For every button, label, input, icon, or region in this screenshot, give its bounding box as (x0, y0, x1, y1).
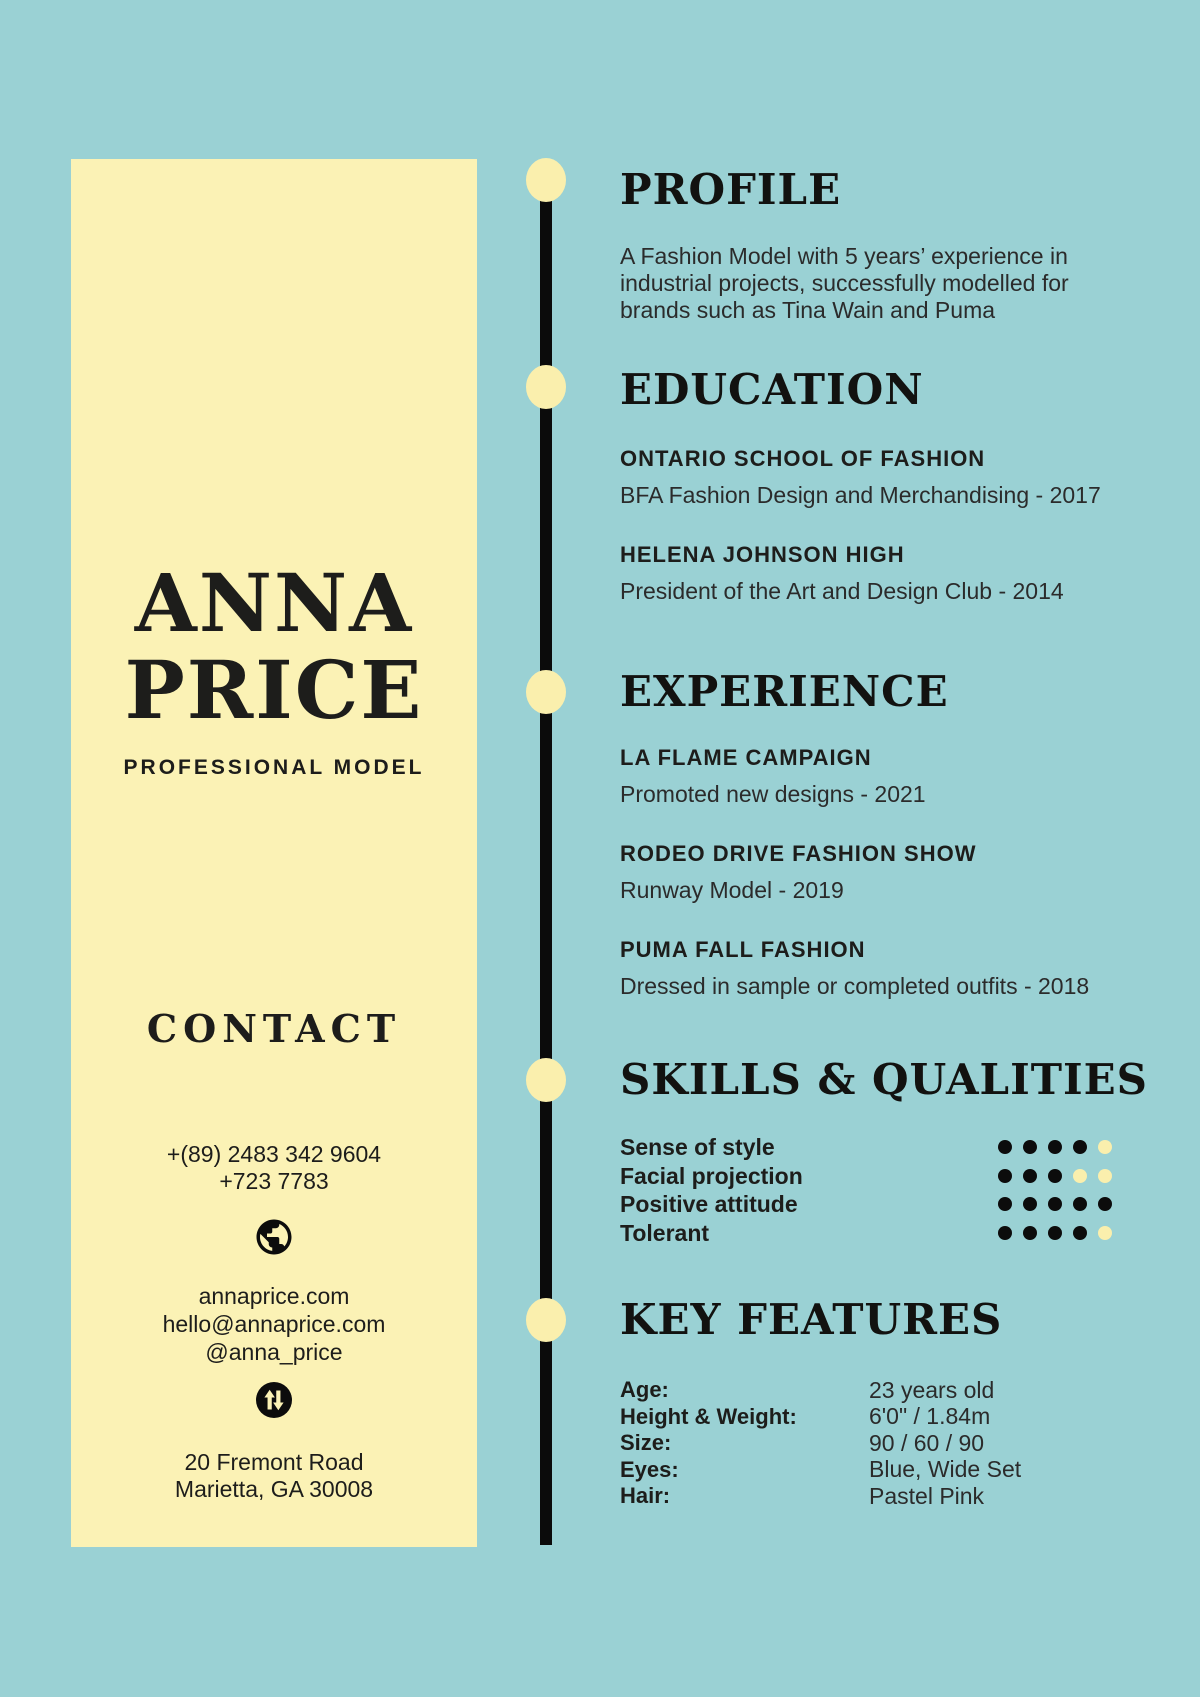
timeline-dot-experience (526, 670, 566, 714)
rating-dot-filled (1023, 1226, 1037, 1240)
skill-label: Facial projection (620, 1162, 803, 1189)
rating-dot-filled (1098, 1197, 1112, 1211)
profile-summary-line3: brands such as Tina Wain and Puma (620, 297, 996, 323)
rating-dot-filled (998, 1140, 1012, 1154)
timeline-dot-education (526, 365, 566, 409)
contact-address (71, 1449, 477, 1503)
experience-list (620, 743, 1089, 1001)
experience-item-detail: Promoted new designs - 2021 (620, 781, 926, 807)
feature-row (620, 1430, 1140, 1457)
skill-row (620, 1190, 1112, 1219)
phone-number-1: +(89) 2483 342 9604 (166, 1141, 382, 1167)
rating-dot-filled (1048, 1197, 1062, 1211)
rating-dot-empty (1098, 1169, 1112, 1183)
rating-dot-filled (1073, 1226, 1087, 1240)
feature-value: 23 years old (869, 1376, 995, 1403)
skill-rating-dots (998, 1140, 1112, 1154)
person-role: PROFESSIONAL MODEL (123, 756, 425, 779)
timeline-dot-skills (526, 1058, 566, 1102)
rating-dot-filled (1073, 1140, 1087, 1154)
rating-dot-filled (1023, 1169, 1037, 1183)
skill-row (620, 1162, 1112, 1191)
skill-label: Sense of style (620, 1134, 775, 1160)
sidebar-panel (71, 159, 477, 1547)
rating-dot-filled (1073, 1197, 1087, 1211)
feature-label: Eyes: (620, 1456, 679, 1482)
rating-dot-filled (1048, 1226, 1062, 1240)
contact-phones (71, 1141, 477, 1195)
feature-value: Blue, Wide Set (869, 1456, 1022, 1483)
rating-dot-filled (998, 1197, 1012, 1211)
education-list (620, 444, 1101, 606)
skills-heading: SKILLS & QUALITIES (620, 1055, 1148, 1104)
experience-item-title: PUMA FALL FASHION (620, 937, 866, 962)
experience-item-title: LA FLAME CAMPAIGN (620, 745, 872, 770)
rating-dot-filled (1023, 1197, 1037, 1211)
up-down-arrows-icon (71, 1382, 477, 1418)
feature-row (620, 1457, 1140, 1484)
feature-row (620, 1377, 1140, 1404)
skill-rating-dots (998, 1226, 1112, 1240)
experience-item-detail: Dressed in sample or completed outfits - 2018 (620, 973, 1090, 999)
rating-dot-filled (998, 1226, 1012, 1240)
email-link: hello@annaprice.com (162, 1311, 386, 1337)
person-name-line2: PRICE (124, 643, 424, 737)
profile-summary-line2: industrial projects, successfully modelled for (620, 270, 1069, 296)
timeline-dot-profile (526, 158, 566, 202)
feature-row (620, 1404, 1140, 1431)
skill-label: Tolerant (620, 1219, 710, 1246)
education-item-title: ONTARIO SCHOOL OF FASHION (620, 446, 986, 471)
education-item-detail: BFA Fashion Design and Merchandising - 2017 (620, 482, 1101, 508)
rating-dot-empty (1098, 1226, 1112, 1240)
features-heading: KEY FEATURES (620, 1295, 1003, 1344)
profile-summary-line1: A Fashion Model with 5 years’ experience in (620, 243, 1068, 269)
website-link: annaprice.com (198, 1283, 350, 1309)
skill-row (620, 1219, 1112, 1248)
feature-label: Hair: (620, 1483, 671, 1509)
skill-label: Positive attitude (620, 1191, 798, 1217)
experience-item-detail: Runway Model - 2019 (620, 877, 844, 903)
education-heading: EDUCATION (620, 365, 924, 414)
experience-heading: EXPERIENCE (620, 667, 949, 716)
contact-heading: CONTACT (146, 1006, 402, 1051)
person-name (71, 556, 477, 737)
education-item-detail: President of the Art and Design Club - 2014 (620, 578, 1064, 604)
timeline-dot-features (526, 1298, 566, 1342)
skill-row (620, 1133, 1112, 1162)
profile-heading: PROFILE (620, 165, 842, 214)
feature-value: 6'0" / 1.84m (869, 1403, 991, 1430)
contact-links (71, 1282, 477, 1366)
features-list (620, 1377, 1140, 1510)
address-line2: Marietta, GA 30008 (174, 1476, 374, 1502)
phone-number-2: +723 7783 (219, 1168, 329, 1194)
feature-value: Pastel Pink (869, 1482, 985, 1509)
feature-label: Height & Weight: (620, 1403, 797, 1429)
education-item-title: HELENA JOHNSON HIGH (620, 542, 905, 567)
rating-dot-empty (1073, 1169, 1087, 1183)
feature-label: Size: (620, 1430, 672, 1456)
person-name-line1: ANNA (134, 556, 414, 650)
rating-dot-empty (1098, 1140, 1112, 1154)
address-line1: 20 Fremont Road (184, 1449, 364, 1475)
feature-row (620, 1483, 1140, 1510)
skills-list (620, 1133, 1112, 1247)
rating-dot-filled (1048, 1169, 1062, 1183)
rating-dot-filled (1023, 1140, 1037, 1154)
skill-rating-dots (998, 1169, 1112, 1183)
social-handle: @anna_price (205, 1339, 343, 1365)
feature-value: 90 / 60 / 90 (869, 1429, 985, 1456)
skill-rating-dots (998, 1197, 1112, 1211)
rating-dot-filled (998, 1169, 1012, 1183)
feature-label: Age: (620, 1377, 669, 1403)
profile-summary (620, 243, 1069, 324)
experience-item-title: RODEO DRIVE FASHION SHOW (620, 841, 977, 866)
globe-icon (71, 1216, 477, 1258)
rating-dot-filled (1048, 1140, 1062, 1154)
